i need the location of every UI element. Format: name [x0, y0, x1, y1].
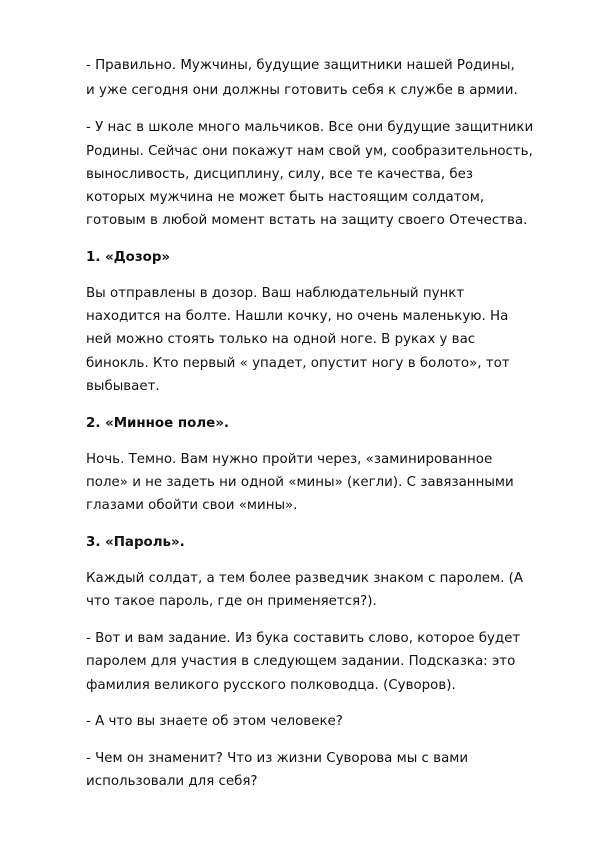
text-line: - У нас в школе много мальчиков. Все они будущие защитники: [86, 120, 534, 135]
text-line: Каждый солдат, а тем более разведчик знаком с паролем. (А: [86, 571, 524, 586]
text-line: Ночь. Темно. Вам нужно пройти через, «заминированное: [86, 452, 493, 467]
text-line: и уже сегодня они должны готовить себя к службе в армии.: [86, 83, 518, 98]
text-line: Родины. Сейчас они покажут нам свой ум, сообразительность,: [86, 144, 533, 159]
text-line: - Правильно. Мужчины, будущие защитники нашей Родины,: [86, 58, 515, 73]
text-line: бинокль. Кто первый « упадет, опустит ногу в болото», тот: [86, 356, 510, 371]
section-heading-parol: 3. «Пароль».: [86, 535, 185, 550]
text-line: что такое пароль, где он применяется?).: [86, 594, 377, 609]
text-line: фамилия великого русского полководца. (Суворов).: [86, 678, 456, 693]
text-line: глазами обойти свои «мины».: [86, 498, 298, 513]
text-line: находится на болте. Нашли кочку, но очень маленькую. На: [86, 309, 509, 324]
text-line: выбывает.: [86, 379, 160, 394]
text-line: ней можно стоять только на одной ноге. В руках у вас: [86, 332, 476, 347]
text-line: готовым в любой момент встать на защиту своего Отечества.: [86, 213, 528, 228]
text-line: которых мужчина не может быть настоящим солдатом,: [86, 190, 485, 205]
text-line: Вы отправлены в дозор. Ваш наблюдательный пункт: [86, 286, 465, 301]
text-line: выносливость, дисциплину, силу, все те качества, без: [86, 167, 473, 182]
text-line: паролем для участия в следующем задании. Подсказка: это: [86, 654, 516, 669]
section-heading-minnoe-pole: 2. «Минное поле».: [86, 416, 229, 431]
text-line: - Чем он знаменит? Что из жизни Суворова мы с вами: [86, 751, 469, 766]
text-line: использовали для себя?: [86, 774, 258, 789]
section-heading-dozor: 1. «Дозор»: [86, 250, 171, 265]
text-line: - Вот и вам задание. Из бука составить слово, которое будет: [86, 631, 521, 646]
text-line: - А что вы знаете об этом человеке?: [86, 714, 343, 729]
text-line: поле» и не задеть ни одной «мины» (кегли). С завязанными: [86, 475, 514, 490]
